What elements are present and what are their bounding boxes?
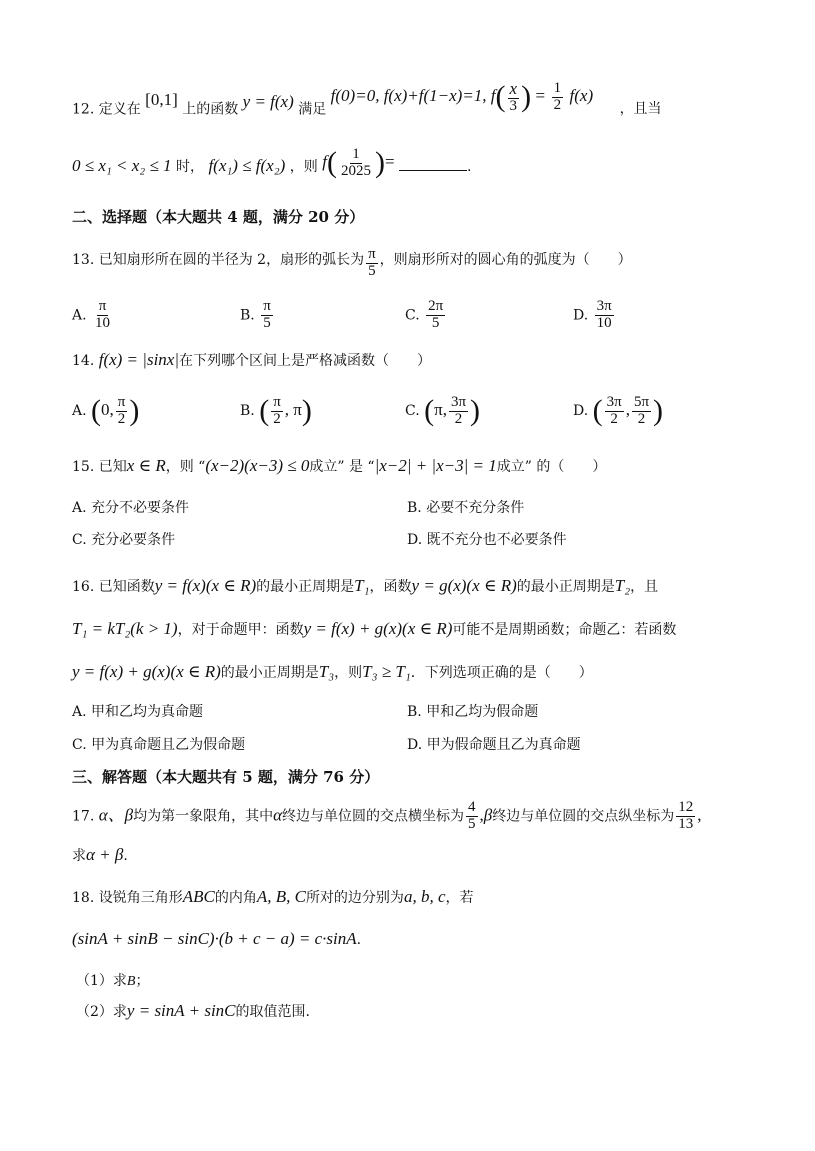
q13-option-c[interactable] <box>405 299 447 332</box>
q14-number: 14. <box>72 353 95 369</box>
frac-numerator: 3π <box>606 393 622 410</box>
q16-text: ，函数 <box>369 579 412 595</box>
q12-ask: f( $\frac{1}{2025}$ )= <box>322 145 395 179</box>
q12-number: 12. <box>72 101 95 118</box>
q15-option-b[interactable]: B. 必要不充分条件 <box>407 500 525 516</box>
q13-option-b[interactable] <box>240 299 275 332</box>
frac-numerator: x <box>509 79 518 98</box>
q17-text: 终边与单位圆的交点横坐标为 <box>282 808 465 825</box>
q16-period-t3: T₃ <box>318 662 335 681</box>
q18-text: （1）求 <box>76 973 127 989</box>
q12-text: 定义在 <box>98 101 141 118</box>
frac-numerator: 3π <box>596 298 612 314</box>
q18-line2 <box>72 929 361 949</box>
q16-function-g: y = g(x)(x ∈ R) <box>411 576 517 595</box>
q15-option-c[interactable]: C. 充分必要条件 <box>72 532 176 548</box>
q15-option-a[interactable]: A. 充分不必要条件 <box>72 500 190 516</box>
q17-fraction-12-13 <box>676 800 695 833</box>
q12-text: ，且当 <box>619 101 662 118</box>
q18-sides: a, b, c <box>403 887 446 906</box>
frac-numerator: π <box>368 246 376 262</box>
frac-denominator: 5 <box>468 815 476 832</box>
q16-text: 的最小正周期是 <box>220 665 319 681</box>
q16-text: ．下列选项正确的是（ ） <box>410 665 593 681</box>
q18-var-b: B <box>126 974 136 989</box>
frac-denominator: 13 <box>678 815 694 832</box>
q17-text: 均为第一象限角，其中 <box>133 808 274 825</box>
q16-line2 <box>72 619 676 639</box>
option-fraction <box>632 395 651 428</box>
q13-stem <box>72 247 632 280</box>
q17-line1 <box>72 800 702 833</box>
frac-numerator: 1 <box>553 80 562 97</box>
q13-text: 13. 已知扇形所在圆的半径为 2，扇形的弧长为 <box>72 252 365 268</box>
q14-option-d[interactable]: D. ( $\frac{3\pi}{2}$ , $\frac{5\pi}{2}$ ) <box>573 393 664 427</box>
q16-line3 <box>72 662 593 682</box>
q12-ask-f: f <box>322 152 327 171</box>
q16-text: ，且 <box>630 579 659 595</box>
q15-expression-1: (x−2)(x−3) ≤ 0 <box>205 456 310 475</box>
q13-option-d[interactable] <box>573 299 616 332</box>
q12-inequality: 0 ≤ x₁ < x₂ ≤ 1 <box>72 156 172 175</box>
equals-sign: = <box>535 86 546 106</box>
q12-frac-half <box>552 81 564 114</box>
q18-triangle: ABC <box>182 887 215 906</box>
q16-text: 的最小正周期是 <box>256 579 355 595</box>
q12-interval: [0,1] <box>145 90 178 110</box>
interval-left: π, <box>434 400 447 419</box>
q16-period-t1: T₁ <box>354 576 370 595</box>
q18-text: ，若 <box>445 890 474 906</box>
q16-function-f: y = f(x)(x ∈ R) <box>154 576 257 595</box>
q12-condition-tail: f(x) <box>569 86 594 106</box>
equals-sign: = <box>384 152 395 171</box>
q18-line1 <box>72 887 473 907</box>
option-fraction <box>426 299 445 332</box>
frac-denominator: 10 <box>596 314 612 331</box>
q16-option-c[interactable]: C. 甲为真命题且乙为假命题 <box>72 737 246 753</box>
comma: , <box>697 805 702 825</box>
frac-numerator: 1 <box>352 145 360 162</box>
q16-line1 <box>72 576 658 596</box>
q13-arc-fraction <box>366 247 378 280</box>
q14-option-a[interactable]: A. (0, $\frac{\pi}{2}$ ) <box>72 393 140 427</box>
q16-option-a[interactable]: A. 甲和乙均为真命题 <box>72 704 204 720</box>
q17-fraction-4-5 <box>466 800 478 833</box>
frac-denominator: 5 <box>431 314 440 331</box>
q16-option-b[interactable]: B. 甲和乙均为假命题 <box>407 704 539 720</box>
frac-denominator: 2025 <box>340 162 371 179</box>
option-label: B. <box>240 307 255 324</box>
q12-frac-2025 <box>339 147 373 180</box>
q18-part2 <box>76 1001 310 1021</box>
q15-text: 成立” 的（ ） <box>496 459 607 475</box>
q16-period-t2: T₂ <box>614 576 631 595</box>
frac-denominator: 2 <box>637 410 646 427</box>
q14-option-c[interactable]: C. (π, $\frac{3\pi}{2}$ ) <box>405 393 481 427</box>
q12-text: 满足 <box>298 101 327 118</box>
option-label: D. <box>573 403 589 419</box>
q16-option-d[interactable]: D. 甲为假命题且乙为真命题 <box>407 737 581 753</box>
q12-line2 <box>72 145 472 184</box>
frac-denominator: 5 <box>368 262 376 279</box>
q15-text: 成立” 是 “ <box>309 459 375 475</box>
option-fraction <box>93 299 112 332</box>
option-fraction <box>605 395 624 428</box>
frac-numerator: π <box>117 393 126 410</box>
q14-text: 在下列哪个区间上是严格减函数（ ） <box>179 353 432 369</box>
option-label: C. <box>405 403 420 419</box>
q15-option-d[interactable]: D. 既不充分也不必要条件 <box>407 532 567 548</box>
q15-text: ，则 “ <box>165 459 206 475</box>
q12-condition-expr: f(0)=0, f(x)+f(1−x)=1, f <box>330 86 496 106</box>
option-fraction <box>261 299 273 332</box>
q16-relation: T₁ = kT₂(k > 1) <box>72 619 178 638</box>
q15-text: 15. 已知 <box>72 459 127 475</box>
answer-blank[interactable] <box>399 156 467 171</box>
q17-number: 17. <box>72 808 95 825</box>
frac-numerator: 3π <box>450 393 467 410</box>
q12-frac-x3 <box>508 80 520 115</box>
q16-text: 的最小正周期是 <box>516 579 615 595</box>
q18-text: 18. 设锐角三角形 <box>72 890 183 906</box>
q17-line2 <box>72 845 128 865</box>
frac-denominator: 2 <box>273 410 281 427</box>
interval-right: , π <box>284 400 302 419</box>
option-label: D. <box>573 307 589 324</box>
frac-denominator: 2 <box>454 410 463 427</box>
option-fraction <box>116 395 128 428</box>
q15-expression-2: |x−2| + |x−3| = 1 <box>374 456 497 475</box>
q17-angles: α、β <box>98 805 134 825</box>
option-label: A. <box>72 403 87 419</box>
q12-text: 时， <box>176 159 204 175</box>
q12-text: ，则 <box>289 159 318 175</box>
q14-function: f(x) = |sinx| <box>98 350 180 369</box>
section-heading-choice: 二、选择题（本大题共 4 题，满分 20 分） <box>72 208 365 226</box>
frac-denominator: 2 <box>117 410 126 427</box>
option-label: C. <box>405 307 420 324</box>
q12-function: y = f(x) <box>242 92 294 112</box>
q18-expression: y = sinA + sinC <box>126 1001 236 1020</box>
q18-equation: (sinA + sinB − sinC)·(b + c − a) = c·sinA <box>72 929 357 948</box>
interval-separator: , <box>625 400 630 419</box>
q18-text: 所对的边分别为 <box>305 890 404 906</box>
option-fraction <box>271 395 283 428</box>
section-heading-answer: 三、解答题（本大题共有 5 题，满分 76 分） <box>72 768 380 786</box>
q18-text: 的取值范围. <box>235 1004 310 1020</box>
q16-inequality: T₃ ≥ T₁ <box>362 662 411 681</box>
option-fraction <box>595 299 614 332</box>
frac-numerator: 2π <box>428 298 444 314</box>
q12-line1 <box>72 79 662 127</box>
period: . <box>356 932 362 948</box>
frac-numerator: 12 <box>678 799 694 815</box>
frac-numerator: 5π <box>633 393 650 410</box>
q16-text: ，则 <box>334 665 363 681</box>
q16-sum-function: y = f(x) + g(x)(x ∈ R) <box>72 662 221 681</box>
frac-denominator: 2 <box>610 410 618 427</box>
q17-text: 求 <box>72 848 86 864</box>
q13-text: ，则扇形所对的圆心角的弧度为（ ） <box>379 252 632 268</box>
q12-text: 上的函数 <box>182 101 239 118</box>
frac-denominator: 10 <box>95 314 111 331</box>
q17-beta: β <box>483 805 493 825</box>
q16-sum-function: y = f(x) + g(x)(x ∈ R) <box>303 619 453 638</box>
q18-text: （2）求 <box>76 1004 127 1020</box>
frac-numerator: π <box>273 393 281 410</box>
q15-variable: x ∈ R <box>126 456 166 475</box>
frac-denominator: 5 <box>263 314 271 331</box>
q18-angles: A, B, C <box>256 887 306 906</box>
q18-text: ； <box>135 973 150 989</box>
q17-text: 终边与单位圆的交点纵坐标为 <box>492 808 675 825</box>
q17-alpha: α <box>273 805 283 825</box>
period: . <box>123 848 128 864</box>
option-label: B. <box>240 403 255 419</box>
q16-text: 可能不是周期函数；命题乙：若函数 <box>452 622 677 638</box>
q15-stem <box>72 456 606 476</box>
interval-left: 0, <box>101 400 114 419</box>
frac-numerator: π <box>98 298 107 314</box>
q14-stem <box>72 350 431 370</box>
q18-part1 <box>76 970 149 990</box>
q14-option-b[interactable]: B. ( $\frac{\pi}{2}$ , π) <box>240 393 312 427</box>
frac-denominator: 2 <box>553 96 562 113</box>
frac-denominator: 3 <box>509 97 518 114</box>
q12-monotone: f(x₁) ≤ f(x₂) <box>208 156 286 175</box>
q12-conditions: f(0)=0, f(x)+f(1−x)=1, f( $\frac{x}{3}$ ) = $\frac{1}{2}$ f(x) <box>330 79 594 114</box>
comma: , <box>479 805 484 825</box>
q17-target: α + β <box>86 845 124 864</box>
q16-text: ，对于命题甲：函数 <box>177 622 304 638</box>
option-fraction <box>449 395 468 428</box>
option-label: A. <box>72 307 87 324</box>
q18-text: 的内角 <box>214 890 257 906</box>
period: . <box>466 159 472 175</box>
q16-text: 16. 已知函数 <box>72 579 155 595</box>
frac-numerator: 4 <box>468 799 476 815</box>
frac-numerator: π <box>263 298 271 314</box>
q13-option-a[interactable] <box>72 299 114 332</box>
